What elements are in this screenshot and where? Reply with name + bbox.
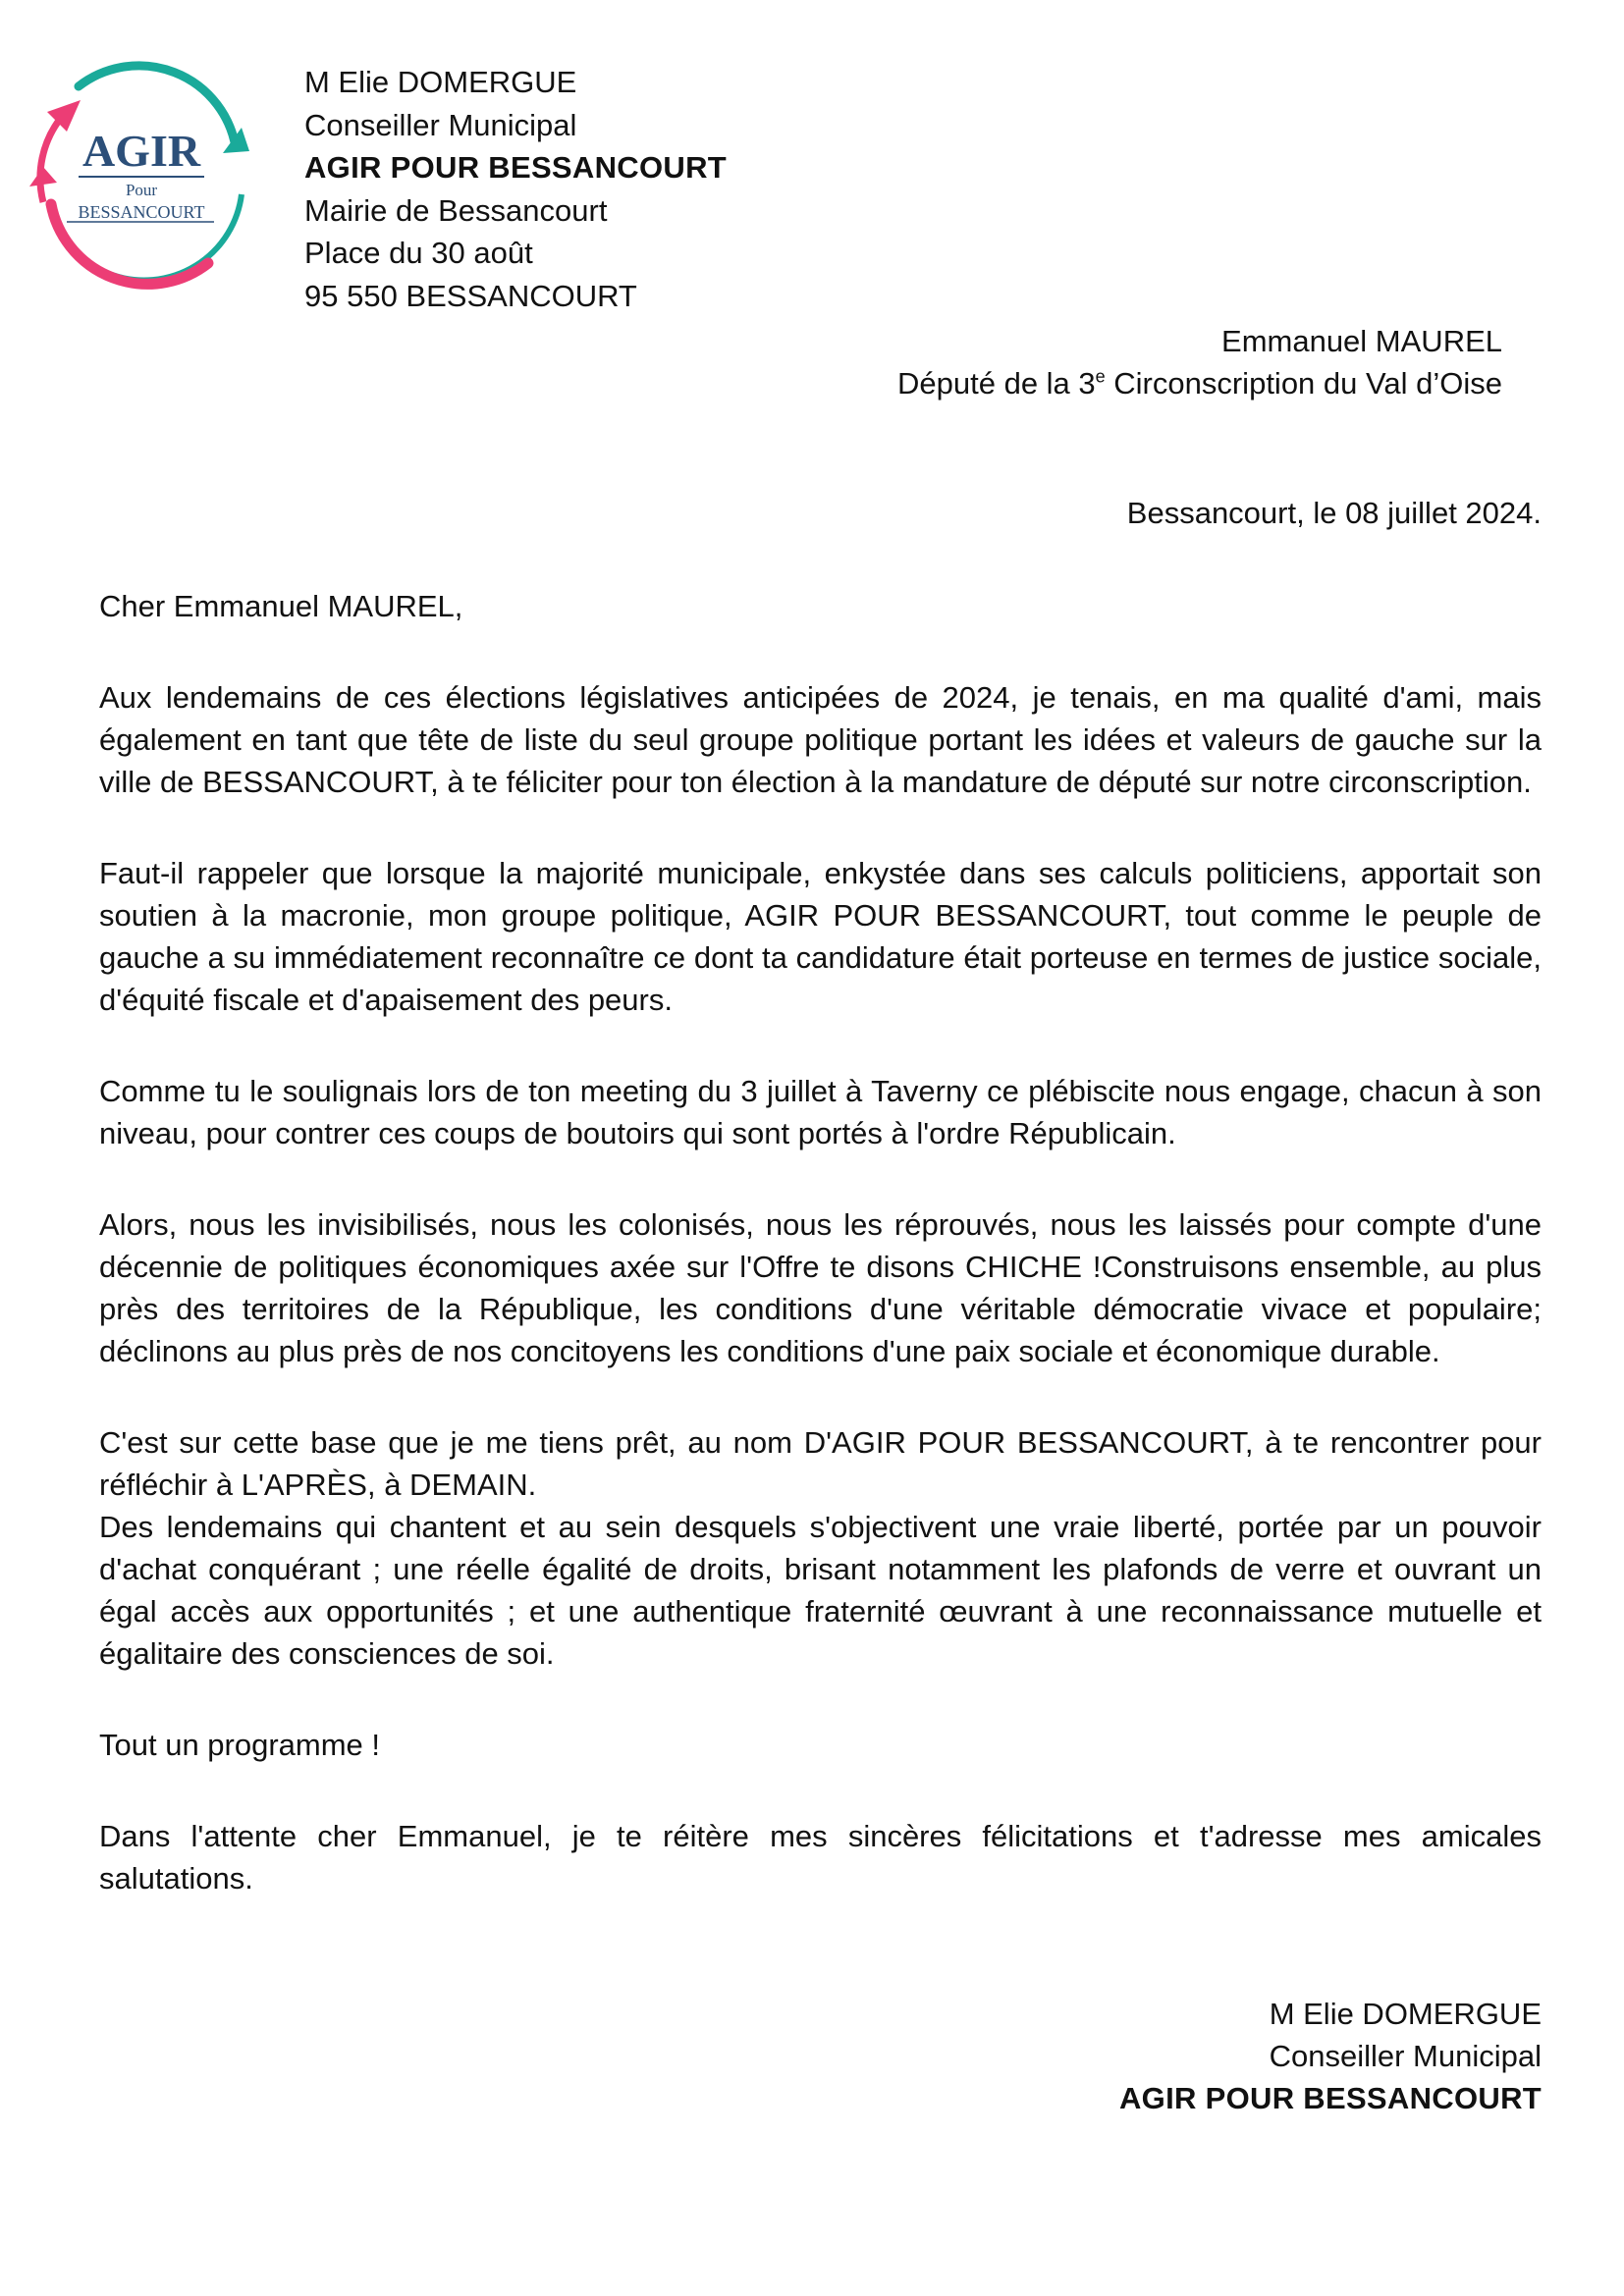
body-paragraph: Aux lendemains de ces élections législatives anticipées de 2024, je tenais, en ma qualité d'ami, mais également en tant que tête de liste du seul groupe politique portant les idées et valeurs de gauche sur la ville de BESSANCOURT, à te féliciter pour ton élection à la mandature de député sur notre circonscription.	[99, 680, 1542, 799]
logo-sub-text: Pour	[125, 181, 158, 199]
signature-name: M Elie DOMERGUE	[1269, 1997, 1542, 2031]
salutation: Cher Emmanuel MAUREL,	[99, 589, 463, 623]
logo-main-text: AGIR	[81, 126, 201, 176]
sender-address-line-3: 95 550 BESSANCOURT	[304, 278, 637, 313]
sender-group: AGIR POUR BESSANCOURT	[304, 150, 727, 185]
letter-body	[99, 585, 1542, 1949]
recipient-title-after: Circonscription du Val d’Oise	[1105, 366, 1502, 400]
letter-date: Bessancourt, le 08 juillet 2024.	[1126, 496, 1542, 530]
body-paragraph: C'est sur cette base que je me tiens prêt, au nom D'AGIR POUR BESSANCOURT, à te rencontrer pour réfléchir à L'APRÈS, à DEMAIN.	[99, 1425, 1542, 1502]
body-paragraph: Comme tu le soulignais lors de ton meeting du 3 juillet à Taverny ce plébiscite nous engage, chacun à son niveau, pour contrer ces coups de boutoirs qui sont portés à l'ordre Républicain.	[99, 1074, 1542, 1150]
signature-group: AGIR POUR BESSANCOURT	[1119, 2081, 1542, 2115]
signature-role: Conseiller Municipal	[1269, 2039, 1542, 2073]
sender-name: M Elie DOMERGUE	[304, 65, 577, 99]
signature-block	[1119, 1993, 1542, 2119]
sender-address-line-2: Place du 30 août	[304, 236, 533, 270]
recipient-title	[897, 362, 1502, 404]
body-paragraph: Tout un programme !	[99, 1728, 381, 1762]
sender-address-line-1: Mairie de Bessancourt	[304, 192, 608, 228]
recipient-name: Emmanuel MAUREL	[1221, 324, 1502, 358]
recipient-block	[897, 320, 1502, 404]
body-paragraph: Des lendemains qui chantent et au sein desquels s'objectivent une vraie liberté, portée par un pouvoir d'achat conquérant ; une réelle égalité de droits, brisant notamment les plafonds de verre et ouvrant un égal accès aux opportunités ; et une authentique fraternité œuvrant à une reconnaissance mutuelle et égalitaire des consciences de soi.	[99, 1510, 1542, 1671]
logo-town-text: BESSANCOURT	[78, 202, 205, 222]
recipient-title-before: Député de la 3	[897, 366, 1096, 400]
recipient-title-superscript: e	[1095, 366, 1106, 387]
body-paragraph: Faut-il rappeler que lorsque la majorité municipale, enkystée dans ses calculs politiciens, apportait son soutien à la macronie, mon groupe politique, AGIR POUR BESSANCOURT, tout comme le peuple de gauche a su immédiatement reconnaître ce dont ta candidature était porteuse en termes de justice sociale, d'équité fiscale et d'apaisement des peurs.	[99, 856, 1542, 1017]
agir-pour-bessancourt-logo	[22, 57, 257, 296]
sender-block	[304, 61, 727, 317]
closing-paragraph: Dans l'attente cher Emmanuel, je te réitère mes sincères félicitations et t'adresse mes amicales salutations.	[99, 1819, 1542, 1896]
body-paragraph: Alors, nous les invisibilisés, nous les colonisés, nous les réprouvés, nous les laissés pour compte d'une décennie de politiques économiques axée sur l'Offre te disons CHICHE !Construisons ensemble, au plus près des territoires de la République, les conditions d'une véritable démocratie vivace et populaire; déclinons au plus près de nos concitoyens les conditions d'une paix sociale et économique durable.	[99, 1207, 1542, 1368]
sender-role: Conseiller Municipal	[304, 107, 577, 142]
